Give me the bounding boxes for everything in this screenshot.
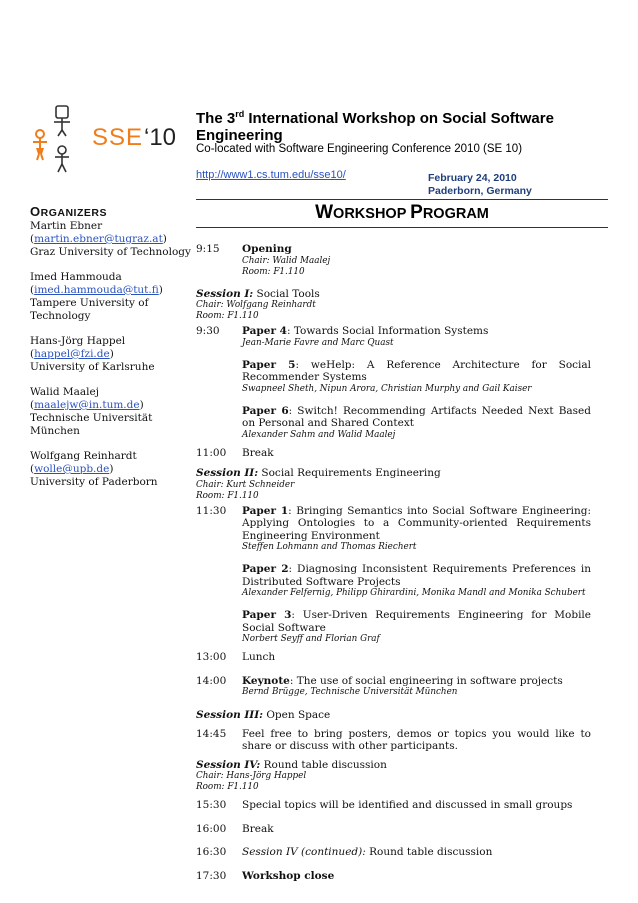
schedule-chair: Chair: Walid Maalej <box>242 255 331 266</box>
paper-item: Paper 1: Bringing Semantics into Social Software Engineering: Applying Ontologies to a Community-oriented Requirements Engineering Environment Steffen Lohmann and Thomas Riechert <box>242 504 591 552</box>
session-1-header: Session I: Social Tools Chair: Wolfgang Reinhardt Room: F1.110 <box>196 288 591 323</box>
schedule-item-round-table <box>196 799 591 812</box>
paper-item: Paper 3: User-Driven Requirements Engineering for Mobile Social Software Norbert Seyff and Florian Graf <box>242 609 591 644</box>
paper-authors: Swapneel Sheth, Nipun Arora, Christian Murphy and Gail Kaiser <box>242 383 532 394</box>
session-name: Social Tools <box>256 287 320 300</box>
paper-item: Paper 6: Switch! Recommending Artifacts Needed Next Based on Personal and Shared Context Alexander Sahm and Walid Maalej <box>242 404 591 440</box>
organizer: Imed Hammouda (imed.hammouda@tut.fi) Tampere University of Technology <box>30 271 195 323</box>
paper-authors: Steffen Lohmann and Thomas Riechert <box>242 542 417 552</box>
schedule-time: 9:30 <box>196 325 220 337</box>
schedule-title: Workshop close <box>242 869 335 882</box>
organizer-name: Walid Maalej <box>30 386 100 398</box>
schedule-time: 9:15 <box>196 243 220 255</box>
paper-authors: Jean-Marie Favre and Marc Quast <box>242 337 394 348</box>
session-name: Round table discussion <box>263 758 387 771</box>
paper-authors: Norbert Seyff and Florian Graf <box>242 634 380 644</box>
organizer-name: Martin Ebner <box>30 220 103 232</box>
divider-top <box>196 199 608 200</box>
session-chair: Chair: Hans-Jörg Happel <box>196 771 307 781</box>
schedule-time: 15:30 <box>196 799 227 811</box>
workshop-title: The 3rd International Workshop on Social Software Engineering <box>196 109 554 144</box>
session-chair: Chair: Wolfgang Reinhardt <box>196 300 316 310</box>
program-heading: WORKSHOP PROGRAM <box>315 202 489 223</box>
organizer: Hans-Jörg Happel (happel@fzi.de) University of Karlsruhe <box>30 335 195 374</box>
paper-item: Paper 2: Diagnosing Inconsistent Requirements Preferences in Distributed Software Projects Alexander Felfernig, Philipp Ghirardini, Monika Mandl and Monika Schubert <box>242 563 591 598</box>
organizer: Wolfgang Reinhardt (wolle@upb.de) University of Paderborn <box>30 450 195 489</box>
schedule-title: Break <box>242 822 274 835</box>
schedule-item-opening <box>196 243 591 278</box>
organizer-affiliation: Tampere University of Technology <box>30 297 149 322</box>
logo-sse-text: SSE <box>92 124 144 151</box>
organizer-affiliation: Graz University of Technology <box>30 246 191 258</box>
organizer-affiliation: University of Paderborn <box>30 476 158 488</box>
schedule-time: 13:00 <box>196 651 227 663</box>
session-1-papers <box>196 325 591 441</box>
schedule-time: 16:30 <box>196 846 227 858</box>
logo-year-text: ‘10 <box>144 124 177 151</box>
organizer-name: Imed Hammouda <box>30 271 122 283</box>
organizer-email-link[interactable]: maalejw@in.tum.de <box>34 399 140 411</box>
session-3-header: Session III: Open Space <box>196 709 331 721</box>
schedule-time: 16:00 <box>196 822 227 835</box>
paper-authors: Alexander Sahm and Walid Maalej <box>242 429 396 440</box>
workshop-date: February 24, 2010 <box>428 172 517 184</box>
session-name: Social Requirements Engineering <box>261 467 441 479</box>
session-room: Room: F1.110 <box>196 782 259 792</box>
schedule-item-close <box>196 870 591 883</box>
keynote-speaker: Bernd Brügge, Technische Universität München <box>242 687 458 697</box>
divider-bottom <box>196 227 608 228</box>
colocated-line: Co-located with Software Engineering Conference 2010 (SE 10) <box>196 143 523 155</box>
paper-item: Paper 4: Towards Social Information Systems Jean-Marie Favre and Marc Quast <box>242 325 591 349</box>
schedule-time: 14:00 <box>196 674 227 687</box>
schedule-item-open-space <box>196 728 591 753</box>
schedule-item-keynote: 14:00 Keynote: The use of social engineering in software projects Bernd Brügge, Technische Universität München <box>196 675 591 699</box>
organizers-list <box>30 220 195 501</box>
organizer: Walid Maalej (maalejw@in.tum.de) Technische Universität München <box>30 386 195 438</box>
stick-figures-icon <box>28 102 92 174</box>
date-location <box>428 172 532 198</box>
organizer-name: Wolfgang Reinhardt <box>30 450 137 462</box>
schedule-item-lunch <box>196 651 591 664</box>
program-schedule <box>196 243 591 893</box>
organizer: Martin Ebner (martin.ebner@tugraz.at) Graz University of Technology <box>30 220 195 259</box>
session-2-header: Session II: Social Requirements Engineering Chair: Kurt Schneider Room: F1.110 <box>196 467 591 502</box>
organizer-affiliation: University of Karlsruhe <box>30 361 155 373</box>
organizers-heading: ORGANIZERS <box>30 204 107 219</box>
organizer-affiliation: Technische Universität München <box>30 412 153 437</box>
organizer-email-link[interactable]: imed.hammouda@tut.fi <box>34 284 159 296</box>
schedule-room: Room: F1.110 <box>242 266 305 277</box>
organizer-email-link[interactable]: martin.ebner@tugraz.at <box>34 233 163 245</box>
paper-item: Paper 5: weHelp: A Reference Architecture for Social Recommender Systems Swapneel Sheth, Nipun Arora, Christian Murphy and Gail Kaiser <box>242 358 591 394</box>
session-room: Room: F1.110 <box>196 490 259 501</box>
schedule-time: 11:00 <box>196 446 227 459</box>
schedule-title: Break <box>242 446 274 459</box>
schedule-time: 11:30 <box>196 504 227 517</box>
schedule-time: 17:30 <box>196 869 227 882</box>
organizer-email-link[interactable]: happel@fzi.de <box>34 348 110 360</box>
session-4-header: Session IV: Round table discussion Chair: Hans-Jörg Happel Room: F1.110 <box>196 759 591 794</box>
schedule-title: Lunch <box>242 651 276 663</box>
workshop-place: Paderborn, Germany <box>428 185 532 197</box>
schedule-item-break <box>196 447 591 460</box>
organizer-email-link[interactable]: wolle@upb.de <box>34 463 110 475</box>
organizer-name: Hans-Jörg Happel <box>30 335 126 347</box>
sse-logo <box>28 102 188 174</box>
paper-authors: Alexander Felfernig, Philipp Ghirardini, Monika Mandl and Monika Schubert <box>242 588 586 598</box>
session-name: Open Space <box>266 709 331 721</box>
workshop-url-link[interactable]: http://www1.cs.tum.edu/sse10/ <box>196 169 346 181</box>
session-chair: Chair: Kurt Schneider <box>196 479 295 490</box>
schedule-text: Feel free to bring posters, demos or topics you would like to share or discuss with other participants. <box>242 727 591 752</box>
schedule-title: Opening <box>242 243 292 255</box>
schedule-item-round-table-continued: 16:30 Session IV (continued): Round table discussion <box>196 846 493 858</box>
schedule-time: 14:45 <box>196 727 227 740</box>
schedule-text: Special topics will be identified and discussed in small groups <box>242 799 573 811</box>
session-2-papers <box>196 505 591 646</box>
schedule-item-break <box>196 823 591 836</box>
session-room: Room: F1.110 <box>196 311 259 321</box>
